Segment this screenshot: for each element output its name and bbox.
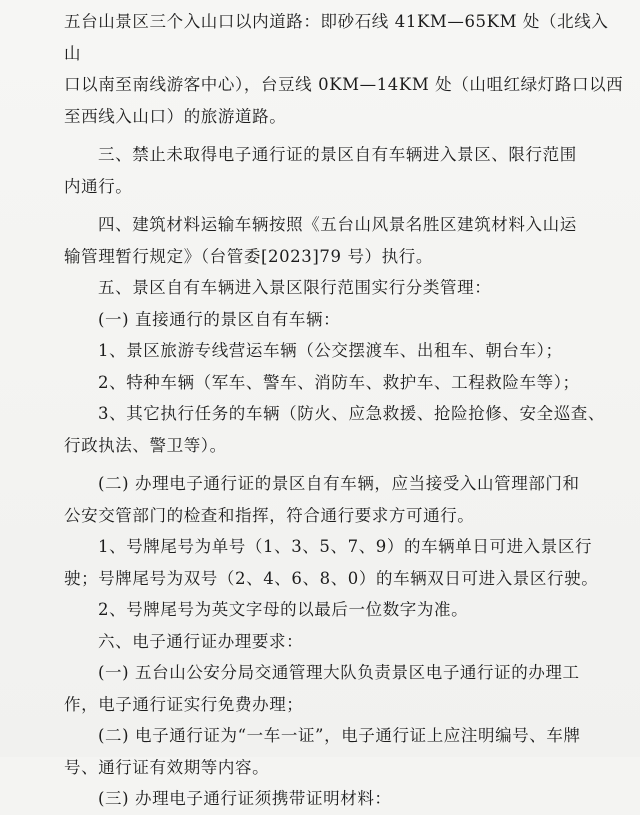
text-line: (一) 五台山公安分局交通管理大队负责景区电子通行证的办理工 (98, 663, 580, 682)
text-line: 六、电子通行证办理要求： (98, 631, 304, 651)
text-line: (二) 电子通行证为“一车一证”，电子通行证上应注明编号、车牌 (98, 726, 581, 745)
text-line: 3、其它执行任务的车辆（防火、应急救援、抢险抢修、安全巡查、 (98, 404, 605, 423)
text-line: 1、景区旅游专线营运车辆（公交摆渡车、出租车、朝台车）； (98, 341, 563, 360)
text-line: 口以南至南线游客中心），台豆线 0KM—14KM 处（山咀红绿灯路口以西 (64, 75, 624, 94)
text-line: 四、建筑材料运输车辆按照《五台山风景名胜区建筑材料入山运 (98, 215, 577, 234)
text-line: 五、景区自有车辆进入景区限行范围实行分类管理： (98, 278, 492, 297)
text-line: 五台山景区三个入山口以内道路：即砂石线 41KM—65KM 处（北线入山 (64, 12, 609, 63)
text-line: 驶；号牌尾号为双号（2、4、6、8、0）的车辆双日可进入景区行驶。 (64, 568, 599, 588)
text-line: 内通行。 (64, 176, 133, 196)
text-line: 1、号牌尾号为单号（1、3、5、7、9）的车辆单日可进入景区行 (98, 537, 593, 556)
text-line: 2、号牌尾号为英文字母的以最后一位数字为准。 (98, 600, 469, 619)
text-line: 2、特种车辆（军车、警车、消防车、救护车、工程救险车等）； (98, 372, 580, 392)
document-body (64, 6, 624, 815)
text-line: 输管理暂行规定》（台管委[2023]79 号）执行。 (64, 246, 433, 266)
text-line: 行政执法、警卫等）。 (64, 435, 227, 455)
text-line: 三、禁止未取得电子通行证的景区自有车辆进入景区、限行范围 (98, 145, 577, 164)
text-line: (三) 办理电子通行证须携带证明材料： (98, 789, 392, 808)
text-line: (一) 直接通行的景区自有车辆： (98, 309, 341, 329)
text-line: 至西线入山口）的旅游道路。 (64, 106, 287, 126)
text-line: 公安交管部门的检查和指挥，符合通行要求方可通行。 (64, 505, 475, 525)
text-line: 作，电子通行证实行免费办理； (64, 694, 304, 714)
text-line: 号、通行证有效期等内容。 (64, 757, 270, 777)
text-line: (二) 办理电子通行证的景区自有车辆，应当接受入山管理部门和 (98, 474, 580, 493)
